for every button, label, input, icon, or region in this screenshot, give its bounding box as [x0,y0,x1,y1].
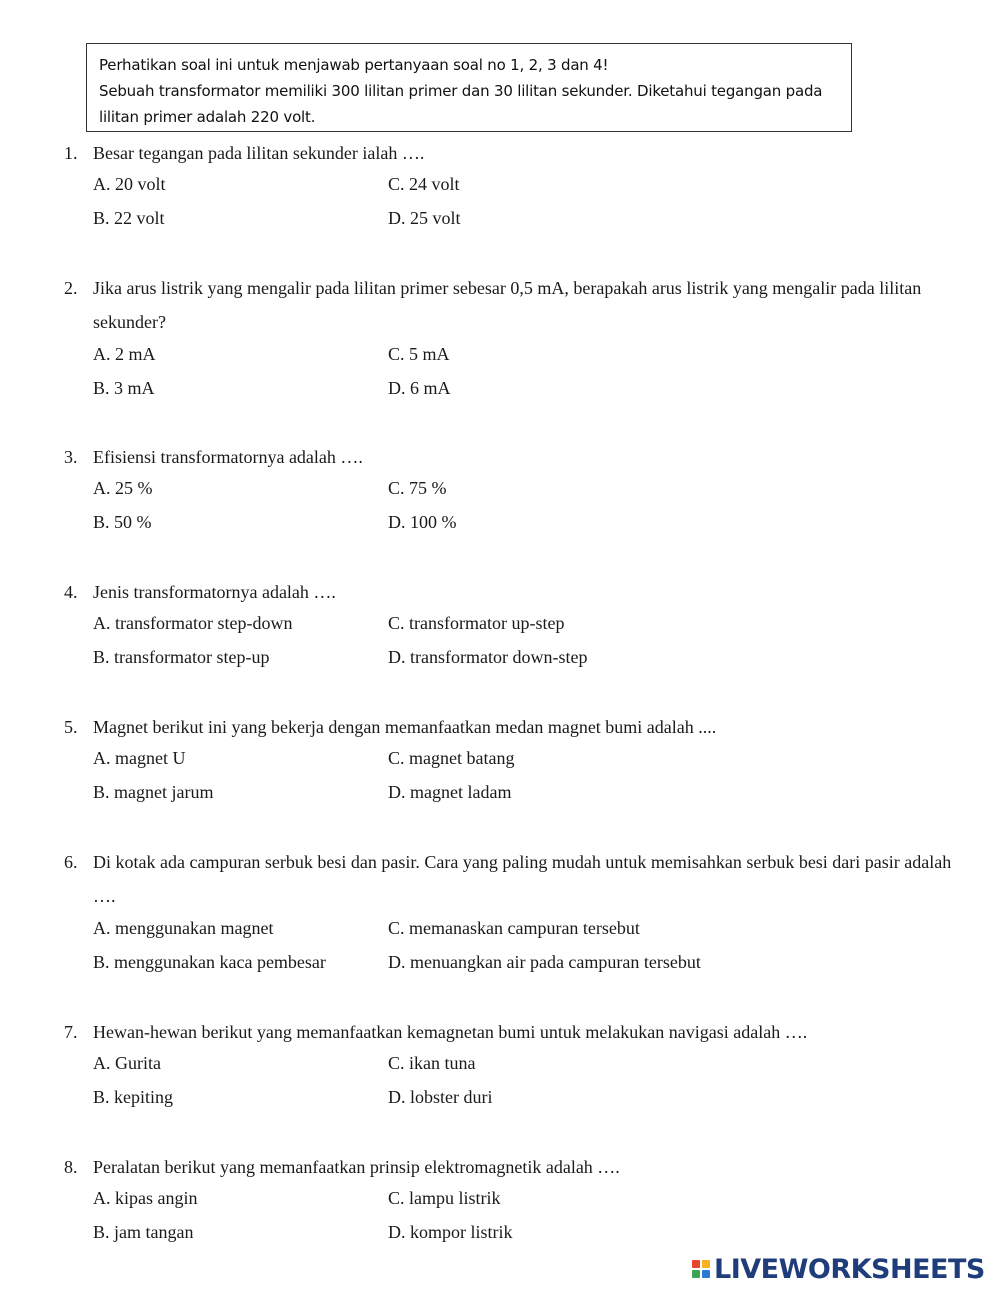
option-a[interactable]: A. Gurita [93,1053,161,1073]
option-c[interactable]: C. magnet batang [388,748,515,768]
option-c[interactable]: C. 75 % [388,478,447,498]
option-d[interactable]: D. 6 mA [388,378,451,398]
option-b[interactable]: B. transformator step-up [93,647,270,667]
option-b[interactable]: B. menggunakan kaca pembesar [93,952,326,972]
option-c[interactable]: C. ikan tuna [388,1053,476,1073]
option-c[interactable]: C. 5 mA [388,344,450,364]
option-c[interactable]: C. transformator up-step [388,613,565,633]
question-number: 6. [64,852,78,872]
option-d[interactable]: D. transformator down-step [388,647,588,667]
question-number: 8. [64,1157,78,1177]
question-number: 1. [64,143,78,163]
logo-text: LIVEWORKSHEETS [714,1253,985,1285]
question-text: Magnet berikut ini yang bekerja dengan memanfaatkan medan magnet bumi adalah .... [93,717,717,737]
question-text: Peralatan berikut yang memanfaatkan prinsip elektromagnetik adalah …. [93,1157,620,1177]
option-d[interactable]: D. menuangkan air pada campuran tersebut [388,952,701,972]
logo-icon [692,1260,710,1278]
instruction-box [86,43,852,132]
option-d[interactable]: D. kompor listrik [388,1222,513,1242]
option-a[interactable]: A. magnet U [93,748,186,768]
option-d[interactable]: D. 100 % [388,512,457,532]
question-text: Efisiensi transformatornya adalah …. [93,447,363,467]
instruction-line-2: Sebuah transformator memiliki 300 lilitan primer dan 30 lilitan sekunder. Diketahui tegangan pada [99,82,823,100]
question-number: 4. [64,582,78,602]
option-a[interactable]: A. kipas angin [93,1188,198,1208]
option-b[interactable]: B. 50 % [93,512,152,532]
question-number: 5. [64,717,78,737]
option-d[interactable]: D. magnet ladam [388,782,512,802]
instruction-line-1: Perhatikan soal ini untuk menjawab pertanyaan soal no 1, 2, 3 dan 4! [99,56,609,74]
option-b[interactable]: B. 22 volt [93,208,165,228]
question-text: Hewan-hewan berikut yang memanfaatkan kemagnetan bumi untuk melakukan navigasi adalah …. [93,1022,808,1042]
option-c[interactable]: C. lampu listrik [388,1188,501,1208]
option-b[interactable]: B. magnet jarum [93,782,214,802]
option-b[interactable]: B. 3 mA [93,378,155,398]
option-a[interactable]: A. 20 volt [93,174,166,194]
question-text: Besar tegangan pada lilitan sekunder ialah …. [93,143,425,163]
option-b[interactable]: B. jam tangan [93,1222,194,1242]
question-text: Di kotak ada campuran serbuk besi dan pasir. Cara yang paling mudah untuk memisahkan serbuk besi dari pasir adalah …. [93,852,952,906]
question-number: 7. [64,1022,78,1042]
option-d[interactable]: D. 25 volt [388,208,461,228]
question-text: Jenis transformatornya adalah …. [93,582,336,602]
option-c[interactable]: C. memanaskan campuran tersebut [388,918,640,938]
option-c[interactable]: C. 24 volt [388,174,460,194]
option-d[interactable]: D. lobster duri [388,1087,493,1107]
option-a[interactable]: A. transformator step-down [93,613,293,633]
liveworksheets-logo [692,1254,985,1284]
option-a[interactable]: A. 2 mA [93,344,156,364]
option-a[interactable]: A. 25 % [93,478,153,498]
question-number: 3. [64,447,78,467]
question-text: Jika arus listrik yang mengalir pada lilitan primer sebesar 0,5 mA, berapakah arus listrik yang mengalir pada lilitan sekunder? [93,278,922,332]
instruction-line-3: lilitan primer adalah 220 volt. [99,108,316,126]
question-number: 2. [64,278,78,298]
option-a[interactable]: A. menggunakan magnet [93,918,274,938]
option-b[interactable]: B. kepiting [93,1087,173,1107]
